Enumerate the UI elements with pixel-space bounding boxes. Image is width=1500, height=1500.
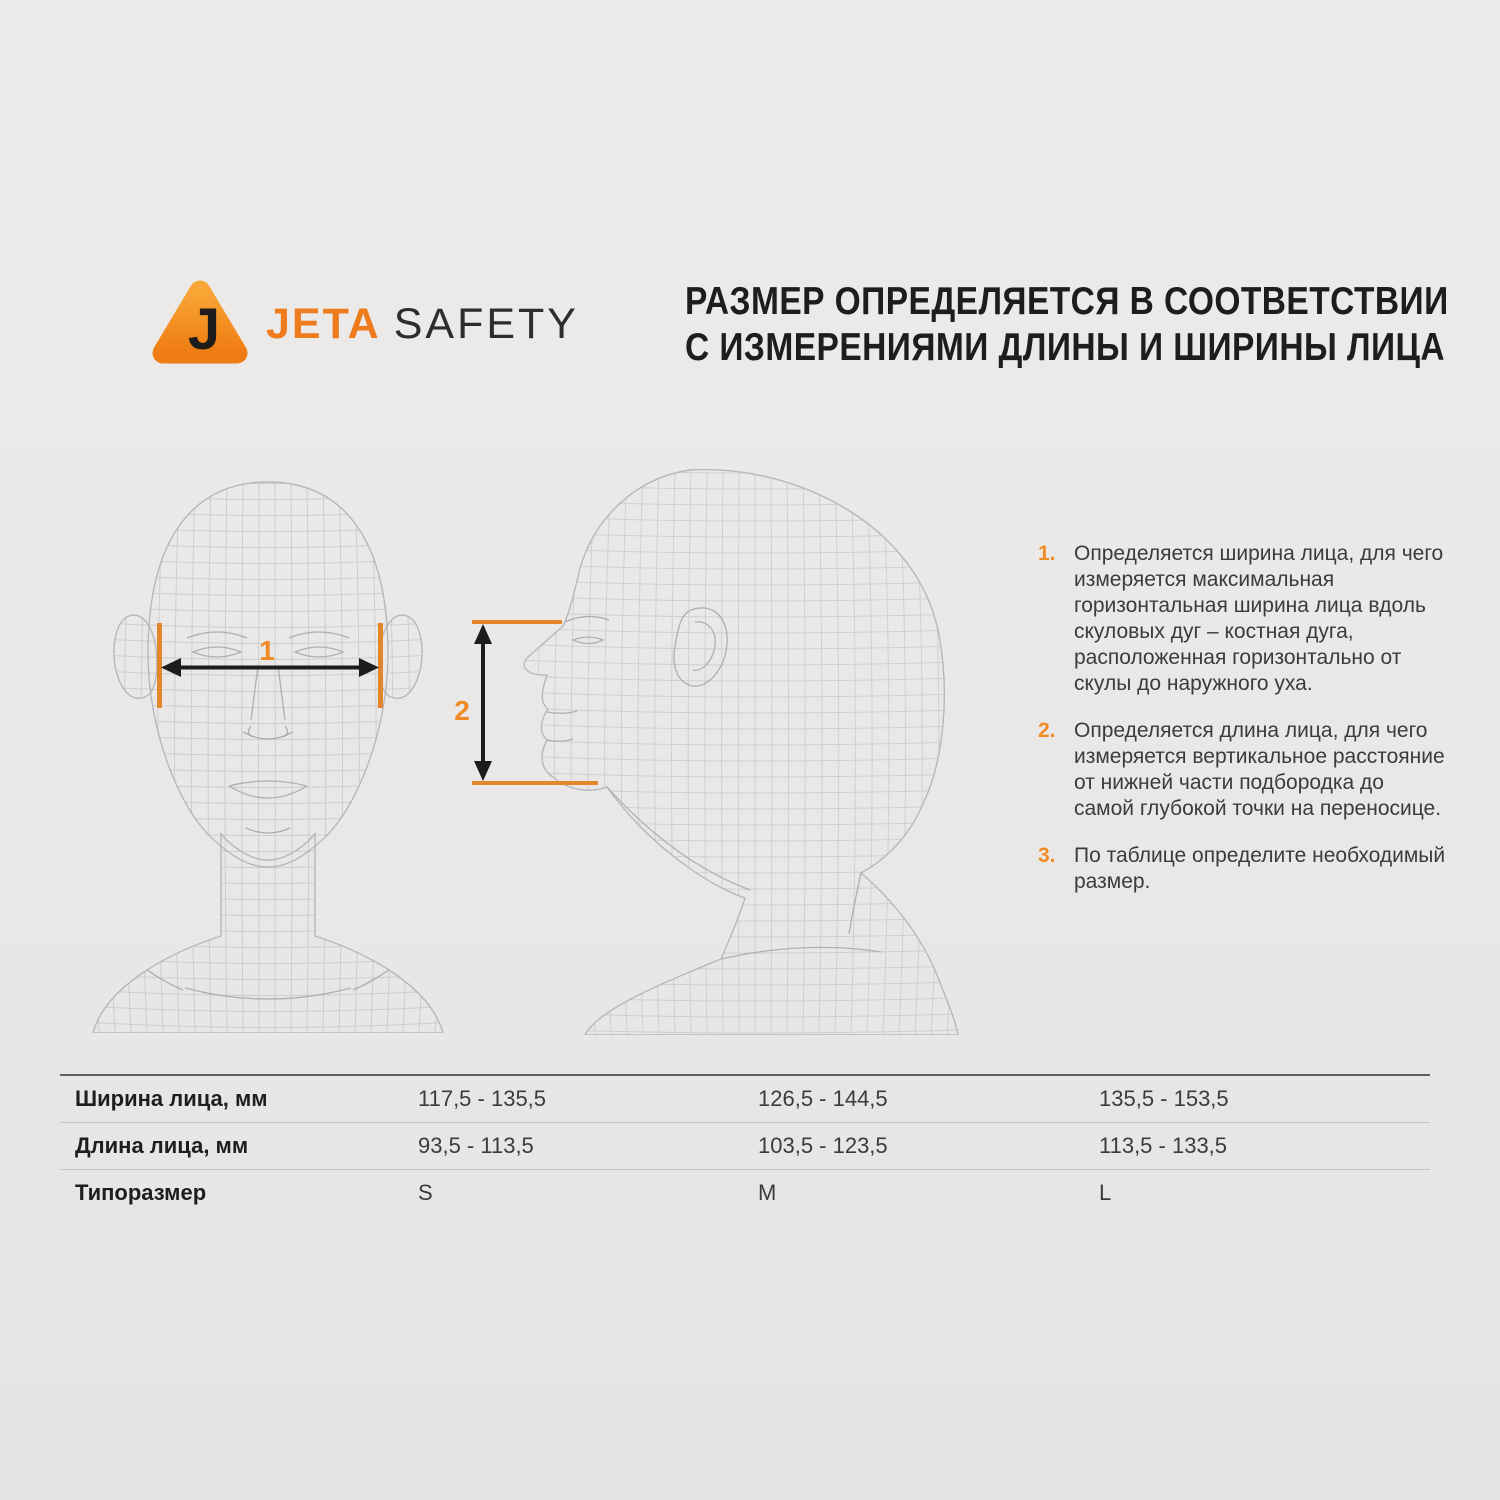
row-header: Длина лица, мм	[75, 1133, 249, 1158]
table-cell: 103,5 - 123,5	[758, 1133, 888, 1158]
table-cell: M	[758, 1180, 777, 1205]
page-title	[685, 279, 1500, 371]
title-line-2: С ИЗМЕРЕНИЯМИ ДЛИНЫ И ШИРИНЫ ЛИЦА	[685, 326, 1446, 369]
brand-name-jeta: JETA	[266, 299, 381, 348]
brand-wordmark	[266, 300, 579, 349]
step-text: Определяется длина лица, для чего измеряется вертикальное расстояние от нижней части подбородка до самой глубокой точки на переносице.	[1074, 719, 1445, 820]
step-number: 3.	[1038, 844, 1056, 867]
table-row	[60, 1123, 1430, 1169]
step-number: 1.	[1038, 542, 1056, 565]
arrowhead-up-icon	[474, 624, 492, 644]
step-text: Определяется ширина лица, для чего измеряется максимальная горизонтальная ширина лица вдоль скуловых дуг – костная дуга, расположенная горизонтально от скулы до наружного уха.	[1074, 542, 1444, 695]
title-line-1: РАЗМЕР ОПРЕДЕЛЯЕТСЯ В СООТВЕТСТВИИ	[685, 280, 1449, 323]
table-cell: S	[418, 1180, 433, 1205]
step-text: По таблице определите необходимый размер.	[1074, 844, 1446, 893]
size-table	[60, 1074, 1430, 1216]
table-row	[60, 1076, 1430, 1122]
brand-block	[150, 278, 579, 370]
jeta-logo-icon	[150, 278, 250, 370]
table-cell: L	[1099, 1180, 1112, 1205]
list-item	[1038, 718, 1446, 822]
step-number: 2.	[1038, 719, 1056, 742]
table-row	[60, 1170, 1430, 1216]
face-width-measure	[140, 600, 410, 730]
front-head-wireframe	[65, 468, 495, 1033]
face-length-measure	[438, 608, 618, 794]
row-header: Типоразмер	[75, 1180, 207, 1205]
instruction-list	[1038, 541, 1446, 916]
arrowhead-right-icon	[359, 658, 379, 677]
table-cell: 113,5 - 133,5	[1099, 1133, 1228, 1158]
length-marker-label: 2	[454, 695, 470, 726]
table-cell: 135,5 - 153,5	[1099, 1086, 1229, 1111]
width-marker-label: 1	[259, 635, 275, 666]
table-cell: 93,5 - 113,5	[418, 1133, 534, 1158]
table-cell: 117,5 - 135,5	[418, 1086, 547, 1111]
list-item	[1038, 843, 1446, 895]
table-cell: 126,5 - 144,5	[758, 1086, 888, 1111]
logo-letter: J	[187, 297, 221, 362]
arrowhead-left-icon	[161, 658, 181, 677]
brand-name-safety: SAFETY	[393, 299, 579, 348]
list-item	[1038, 541, 1446, 697]
arrowhead-down-icon	[474, 761, 492, 781]
row-header: Ширина лица, мм	[75, 1086, 268, 1111]
